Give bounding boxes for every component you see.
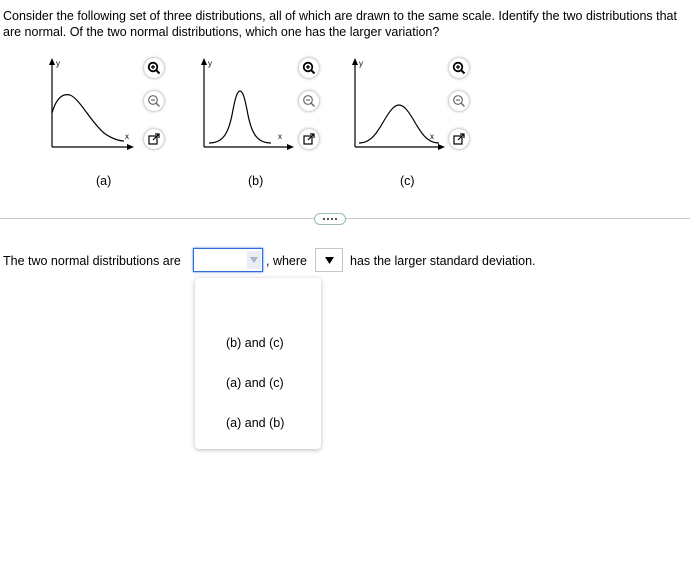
zoom-in-icon [452, 61, 466, 75]
normal-distributions-dropdown [195, 278, 321, 449]
graph-a-zoom-out-button[interactable] [144, 91, 164, 111]
popout-icon [302, 132, 316, 146]
graph-c-zoom-out-button[interactable] [449, 91, 469, 111]
dropdown-option[interactable]: (b) and (c) [226, 336, 284, 350]
answer-suffix: has the larger standard deviation. [350, 254, 536, 268]
zoom-out-icon [147, 94, 161, 108]
answer-middle: , where [266, 254, 307, 268]
graph-b-popout-button[interactable] [299, 129, 319, 149]
dropdown-arrow-icon [325, 257, 334, 264]
graph-a-plot [40, 55, 140, 155]
graph-a-zoom-in-button[interactable] [144, 58, 164, 78]
question-text: Consider the following set of three distributions, all of which are drawn to the same scale. Identify the two distributions that are normal. Of the two normal distributions, which one has the larger variation? [3, 9, 677, 39]
answer-prefix: The two normal distributions are [3, 254, 181, 268]
dropdown-option[interactable]: (a) and (c) [226, 376, 284, 390]
graph-a-caption: (a) [96, 174, 112, 188]
dropdown-arrow-icon [247, 251, 261, 269]
zoom-in-icon [302, 61, 316, 75]
graph-a-popout-button[interactable] [144, 129, 164, 149]
normal-distributions-select[interactable] [193, 248, 263, 272]
more-options-button[interactable] [314, 213, 346, 225]
zoom-out-icon [452, 94, 466, 108]
x-axis-label: x [125, 132, 129, 141]
y-axis-label: y [359, 59, 363, 68]
graph-c-plot [343, 55, 453, 155]
ellipsis-icon [323, 218, 325, 220]
popout-icon [452, 132, 466, 146]
graph-b-zoom-in-button[interactable] [299, 58, 319, 78]
graph-c-popout-button[interactable] [449, 129, 469, 149]
zoom-out-icon [302, 94, 316, 108]
x-axis-label: x [278, 132, 282, 141]
x-axis-label: x [430, 132, 434, 141]
y-axis-label: y [208, 59, 212, 68]
larger-sd-select[interactable] [315, 248, 343, 272]
graph-b-zoom-out-button[interactable] [299, 91, 319, 111]
y-axis-label: y [56, 59, 60, 68]
popout-icon [147, 132, 161, 146]
graph-c-zoom-in-button[interactable] [449, 58, 469, 78]
zoom-in-icon [147, 61, 161, 75]
graph-b-caption: (b) [248, 174, 264, 188]
graph-b-plot [192, 55, 302, 155]
graph-c-caption: (c) [400, 174, 415, 188]
dropdown-option[interactable]: (a) and (b) [226, 416, 285, 430]
